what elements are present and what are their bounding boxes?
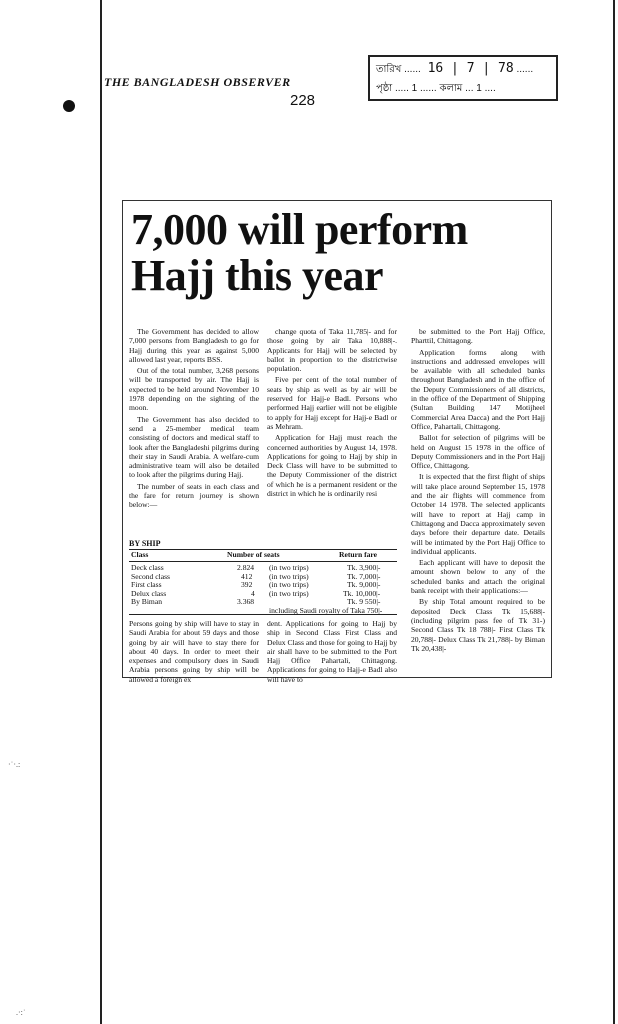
stamp-page-value: 1 xyxy=(411,83,418,94)
cell-fare: Tk. 3,900|- xyxy=(347,563,381,572)
paragraph: The number of seats in each class and the fare for return journey is shown below:— xyxy=(129,481,259,510)
page-number: 228 xyxy=(290,92,316,109)
cell-class: Delux class xyxy=(131,588,167,598)
cell-fare: Tk. 10,000|- xyxy=(343,588,381,598)
headline xyxy=(131,207,549,299)
header-fare: Return fare xyxy=(339,550,378,559)
paragraph: Ballot for selection of pilgrims will be held on August 15 1978 in the office of Deputy Commissioners and in the Port Hajj Office, Chittagong. xyxy=(411,433,545,471)
cell-class: Deck class xyxy=(131,563,164,572)
paragraph: The Government has decided to allow 7,000 persons from Bangladesh to go for Hajj during this year as against 5,000 allowed last year, reports BSS. xyxy=(129,327,259,364)
cell-note: (in two trips) xyxy=(269,580,309,590)
stamp-page-row: পৃষ্ঠা ..... 1 ...... কলাম ... 1 .... xyxy=(376,83,496,94)
scan-noise: ·˙·.: xyxy=(8,760,21,769)
cell-seats: 392 xyxy=(241,580,253,590)
cell-seats: 2.824 xyxy=(237,563,255,572)
stamp-column-label: কলাম xyxy=(439,83,463,94)
date-stamp xyxy=(368,55,558,101)
fare-table-header xyxy=(129,549,397,562)
stamp-date-label: তারিখ xyxy=(376,64,402,75)
paragraph: be submitted to the Port Hajj Office, Pharttil, Chittagong. xyxy=(411,327,545,346)
left-border-line xyxy=(100,0,102,1024)
paragraph: change quota of Taka 11,785|- and for those going by air Taka 10,888|-. Applicants for Hajj will be selected by ballot in proportion to the districtwise population. xyxy=(267,327,397,374)
cell-note: (in two trips) xyxy=(269,563,309,572)
scan-noise: .·:˙ xyxy=(16,1008,26,1017)
paragraph: Application for Hajj must reach the concerned authorities by August 14, 1978. Applications for going to Hajj by ship in Deck Class will have to be submitted to the Deputy Commissioner of the district of which he is a permanent resident or the district in which he is ordinarily resi xyxy=(267,433,397,499)
byline: BY SHIP xyxy=(129,539,161,548)
paragraph: The Government has also decided to send a 25-member medical team consisting of doctors and medical staff to look after the Bangladeshi pilgrims during their stay in Saudi Arabia. A welfare-cum administrative team will also be detailed to look after the pilgrims during Hajj. xyxy=(129,414,259,480)
paragraph: It is expected that the first flight of ships will take place around September 15, 1978 and the air flights will commence from October 14 1978. The selected applicants will have to report at Hajj camp in Chittagong and Dacca approximately seven days before their departure date. Details will be intimated by the Port Hajj Office to individual applicants. xyxy=(411,472,545,556)
cell-seats: 4 xyxy=(251,588,255,598)
paragraph: Each applicant will have to deposit the amount shown below to any of the scheduled banks and attach the original bank receipt with their applications:— xyxy=(411,558,545,596)
article-column-3 xyxy=(411,327,545,655)
paragraph: Application forms along with instructions and addressed envelopes will be available with all scheduled banks throughout Bangladesh and in the office of the Deputy Commissioners of all districts, in the office of the Department of Shipping (Sultan Building 147 Motijheel Commercial Area Dacca) and the Port Hajj Office, Pahartali, Chittagong. xyxy=(411,347,545,431)
header-class: Class xyxy=(131,550,149,559)
newspaper-masthead: THE BANGLADESH OBSERVER xyxy=(104,75,291,89)
stamp-page-label: পৃষ্ঠা xyxy=(376,83,393,94)
article-column-1 xyxy=(129,327,259,512)
cell-note: (in two trips) xyxy=(269,571,309,581)
right-border-line xyxy=(613,0,615,1024)
punch-hole xyxy=(63,100,75,112)
cell-seats: 412 xyxy=(241,571,253,581)
cell-fare: Tk. 9,000|- xyxy=(347,580,381,590)
paragraph: Five per cent of the total number of seats by ship as well as by air will be reserved for Hajj-e Badl. Persons who performed Hajj earlier will not be eligible to apply for Hajj except for Hajj-e Badl or as Mehram. xyxy=(267,375,397,431)
cell-note: (in two trips) xyxy=(269,588,309,598)
news-clipping xyxy=(122,200,552,684)
headline-line-2: Hajj this year xyxy=(131,251,384,300)
stamp-date-value: 16 | 7 | 78 xyxy=(427,61,514,76)
lower-paragraph-2: dent. Applications for going to Hajj by ship in Second Class First Class and Delux Class and those for going to Hajj by air shall have to be submitted to the Port Hajj Office Pahartali, Chittagong. Applications for going to Hajj-e Badl also will have to xyxy=(267,619,397,684)
header-seats: Number of seats xyxy=(227,550,280,559)
headline-line-1: 7,000 will perform xyxy=(131,205,468,254)
cell-fare: Tk. 9 550|- xyxy=(347,597,381,607)
cell-class: By Biman xyxy=(131,597,163,607)
cell-class: Second class xyxy=(131,571,171,581)
lower-paragraph-1: Persons going by ship will have to stay in Saudi Arabia for about 59 days and those going by air will have to stay there for about 40 days. In order to meet their expenses and compulsory dues in Saudi Arabia persons going by ship will be allowed a foreign ex xyxy=(129,619,259,684)
cell-fare: Tk. 7,000|- xyxy=(347,571,381,581)
footnote-text: including Saudi royalty of Taka 750|- xyxy=(269,605,383,615)
cell-seats: 3.368 xyxy=(237,597,255,607)
paragraph: By ship Total amount required to be deposited Deck Class Tk 15,688|- (including pilgrim pass fee of Tk 31-) Second Class Tk 18 788|- First Class Tk 20,788|- Delux Class Tk 21,788|- by Biman Tk 20,438|- xyxy=(411,597,545,653)
article-column-2 xyxy=(267,327,397,500)
paragraph: Out of the total number, 3,268 persons will be transported by air. The Hajj is expected to be held around November 10 1978 depending on the sighting of the moon. xyxy=(129,366,259,413)
stamp-column-value: 1 xyxy=(476,83,482,94)
column-divider xyxy=(129,614,397,615)
cell-class: First class xyxy=(131,580,162,590)
stamp-date-row: তারিখ ...... 16 | 7 | 78 ...... xyxy=(376,61,534,76)
